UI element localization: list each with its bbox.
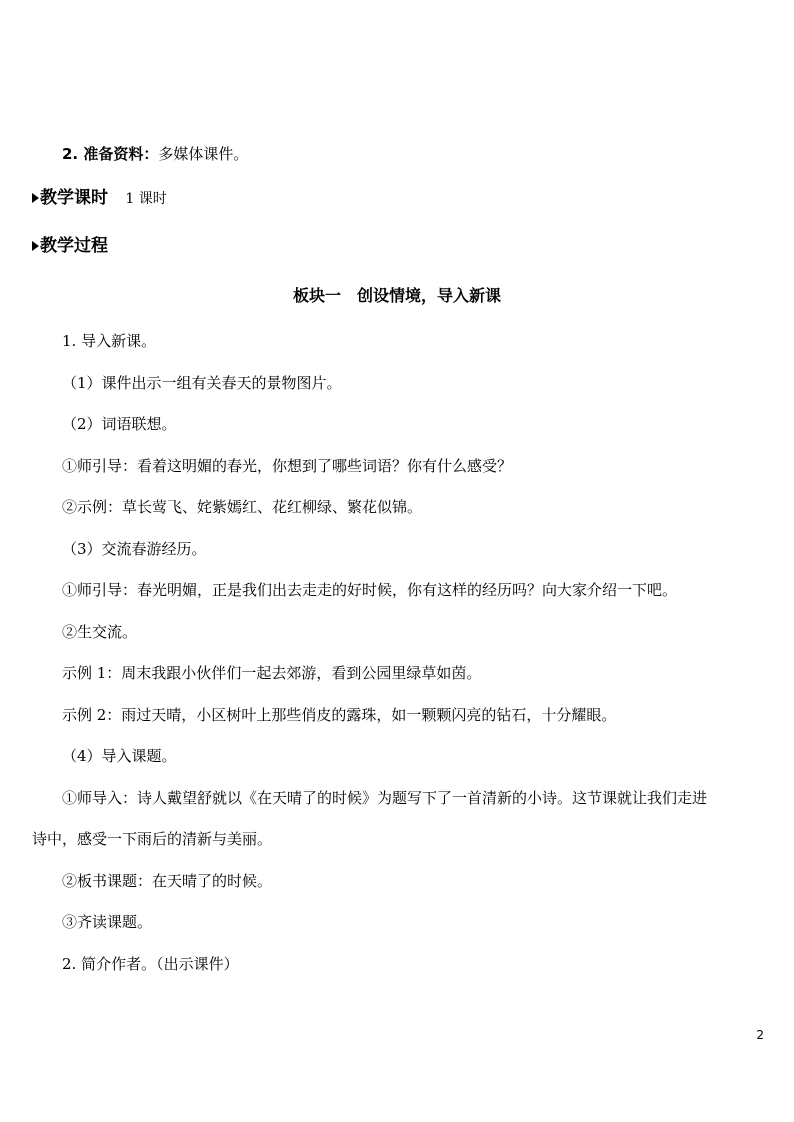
body-line: 1. 导入新课。	[62, 332, 157, 350]
bullet-arrow-icon	[32, 241, 39, 251]
body-line: 示例 2：雨过天晴，小区树叶上那些俏皮的露珠，如一颗颗闪亮的钻石，十分耀眼。	[62, 706, 617, 724]
body-line: ①师引导：春光明媚，正是我们出去走走的好时候，你有这样的经历吗？向大家介绍一下吧。	[62, 581, 678, 599]
block-title: 板块一 创设情境，导入新课	[292, 286, 501, 305]
bullet-arrow-icon	[32, 193, 39, 203]
body-line: （4）导入课题。	[62, 747, 177, 765]
body-line: （3）交流春游经历。	[62, 540, 207, 558]
body-line: ②板书课题：在天晴了的时候。	[62, 872, 273, 890]
prep-text: 多媒体课件。	[158, 145, 249, 163]
body-line: ①师导入：诗人戴望舒就以《在天晴了的时候》为题写下了一首清新的小诗。这节课就让我们走进	[62, 789, 708, 807]
body-line: 示例 1：周末我跟小伙伴们一起去郊游，看到公园里绿草如茵。	[62, 664, 482, 682]
prep-line	[62, 144, 248, 164]
process-heading: 教学过程	[40, 236, 108, 256]
body-line: ③齐读课题。	[62, 913, 153, 931]
body-line: ②示例：草长莺飞、姹紫嫣红、花红柳绿、繁花似锦。	[62, 498, 423, 516]
lesson-time-value: 1 课时	[125, 191, 167, 207]
body-line: ②生交流。	[62, 623, 138, 641]
body-line: （2）词语联想。	[62, 415, 177, 433]
lesson-time-heading: 教学课时	[40, 188, 108, 208]
body-line: ①师引导：看着这明媚的春光，你想到了哪些词语？你有什么感受？	[62, 457, 513, 475]
body-line: （1）课件出示一组有关春天的景物图片。	[62, 374, 342, 392]
prep-label: 2. 准备资料：	[62, 145, 159, 163]
lesson-time-line	[40, 187, 167, 210]
body-line: 2. 简介作者。（出示课件）	[62, 955, 239, 973]
page-number: 2	[756, 1028, 764, 1042]
body-line: 诗中，感受一下雨后的清新与美丽。	[32, 830, 273, 848]
